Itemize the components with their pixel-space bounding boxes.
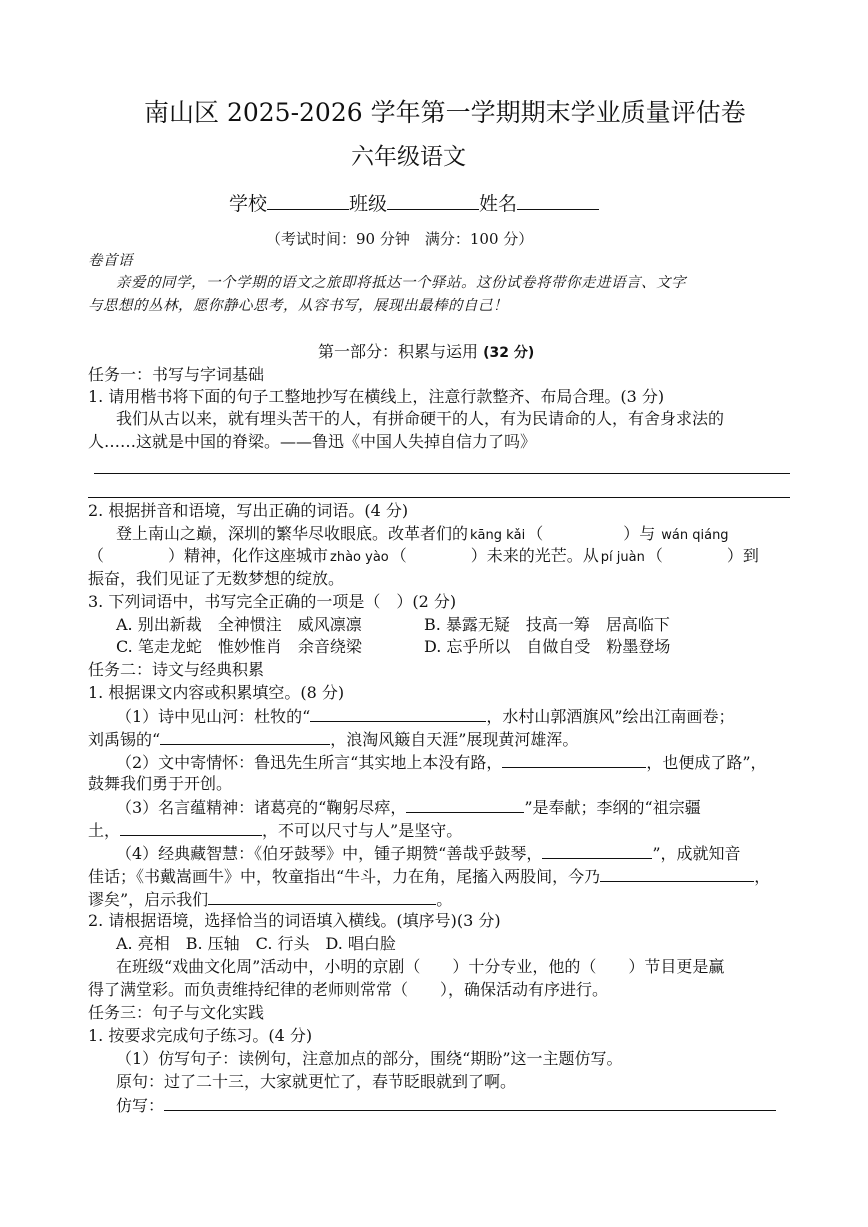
- exam-subtitle: 六年级语文: [351, 144, 466, 170]
- task2-q1-s4-line-1: [116, 842, 741, 865]
- task2-q1-s1-line-1: [116, 705, 735, 728]
- s4-text-b: ”，成就知音: [652, 844, 741, 863]
- s3-blank-2[interactable]: [120, 819, 262, 836]
- exam-info: （考试时间：90 分钟 满分：100 分）: [266, 230, 534, 248]
- task2-q1-s2-line-1: [116, 751, 767, 774]
- s1-text-d: ，浪淘风簸自天涯”展现黄河雄浑。: [330, 730, 579, 749]
- exam-title: 南山区 2025-2026 学年第一学期期末学业质量评估卷: [144, 98, 746, 127]
- task2-q1-s4-line-2: [88, 865, 770, 888]
- task1-q2-line-1: [116, 523, 729, 547]
- task1-q3-prompt: 3. 下列词语中，书写完全正确的一项是（ ）(2 分): [88, 592, 457, 611]
- preface-heading: 卷首语: [88, 253, 133, 269]
- s3-blank-1[interactable]: [406, 796, 524, 813]
- s2-text-a: （2）文中寄情怀：鲁迅先生所言“其实地上本没有路，: [116, 753, 503, 772]
- pinyin-zhaoyao: zhào yào: [330, 550, 389, 565]
- task1-q1-text-1: 我们从古以来，就有埋头苦干的人，有拼命硬干的人，有为民请命的人，有舍身求法的: [116, 409, 725, 428]
- s4-text-d: ，: [754, 867, 771, 886]
- task2-q1-s3-line-1: [116, 796, 701, 819]
- task1-q1-prompt: 1. 请用楷书将下面的句子工整地抄写在横线上，注意行款整齐、布局合理。(3 分): [88, 387, 665, 406]
- q3-option-c[interactable]: C. 笔走龙蛇 惟妙惟肖 余音绕梁: [116, 637, 362, 656]
- s1-text-c: 刘禹锡的“: [88, 730, 161, 749]
- s2-blank[interactable]: [502, 751, 646, 768]
- s1-text-b: ，水村山郭酒旗风”绘出江南画卷；: [486, 707, 735, 726]
- task2-q1-s4-line-3: [88, 888, 452, 911]
- task1-q2-line-3: 振奋，我们见证了无数梦想的绽放。: [88, 569, 345, 588]
- part1-title-text: 第一部分：积累与运用: [318, 342, 479, 361]
- preface-line-1: 亲爱的同学，一个学期的语文之旅即将抵达一个驿站。这份试卷将带你走进语言、文字: [116, 275, 686, 291]
- task3-q1-imitate: [116, 1094, 776, 1117]
- q2-blank-zhaoyao[interactable]: （ ）未来的光芒。从: [390, 546, 599, 565]
- school-blank[interactable]: [267, 193, 349, 210]
- task2-q2-prompt: 2. 请根据语境，选择恰当的词语填入横线。(填序号)(3 分): [88, 911, 501, 930]
- task3-title: 任务三：句子与文化实践: [88, 1003, 265, 1022]
- part1-score: (32 分): [483, 345, 535, 361]
- s4-blank-3[interactable]: [208, 888, 436, 905]
- task2-q2-passage-1[interactable]: 在班级“戏曲文化周”活动中，小明的京剧（ ）十分专业，他的（ ）节目更是赢: [116, 957, 725, 976]
- task1-q2-prompt: 2. 根据拼音和语境，写出正确的词语。(4 分): [88, 501, 409, 520]
- s4-text-a: （4）经典藏智慧：《伯牙鼓琴》中，锺子期赞“善哉乎鼓琴，: [116, 844, 543, 863]
- task3-q1-original: 原句：过了二十三，大家就更忙了，春节眨眼就到了啊。: [116, 1072, 517, 1091]
- class-label: 班级: [349, 193, 388, 215]
- task2-q2-passage-2[interactable]: 得了满堂彩。而负责维持纪律的老师则常常（ ），确保活动有序进行。: [88, 980, 609, 999]
- s4-text-f: 。: [436, 890, 453, 909]
- task2-q2-options: A. 亮相 B. 压轴 C. 行头 D. 唱白脸: [116, 934, 396, 953]
- q2-blank-kangkai[interactable]: （ ）与: [527, 524, 656, 543]
- s1-text-a: （1）诗中见山河：杜牧的“: [116, 707, 311, 726]
- s3-text-c: 土，: [88, 821, 121, 840]
- s3-text-d: ，不可以尺寸与人”是坚守。: [262, 821, 463, 840]
- s1-blank-2[interactable]: [160, 728, 330, 745]
- task1-title: 任务一：书写与字词基础: [88, 365, 265, 384]
- s4-text-c: 佳话；《书戴嵩画牛》中，牧童指出“牛斗，力在角，尾搐入两股间，今乃: [88, 867, 601, 886]
- s4-blank-2[interactable]: [600, 865, 754, 882]
- name-blank[interactable]: [517, 193, 599, 210]
- imitate-label: 仿写：: [116, 1096, 165, 1115]
- imitate-blank[interactable]: [164, 1094, 776, 1111]
- part1-title: [318, 341, 534, 364]
- task2-title: 任务二：诗文与经典积累: [88, 660, 265, 679]
- name-label: 姓名: [479, 193, 518, 215]
- q3-option-b[interactable]: B. 暴露无疑 技高一筹 居高临下: [424, 615, 670, 634]
- student-info-row: [229, 193, 599, 215]
- copy-writing-line-1[interactable]: [94, 473, 790, 474]
- s3-text-a: （3）名言蕴精神：诸葛亮的“鞠躬尽瘁，: [116, 798, 407, 817]
- s1-blank-1[interactable]: [310, 705, 486, 722]
- s3-text-b: ”是奉献；李纲的“祖宗疆: [524, 798, 701, 817]
- s4-text-e: 谬矣”，启示我们: [88, 890, 209, 909]
- pinyin-wanqiang: wán qiáng: [661, 528, 729, 543]
- school-label: 学校: [229, 193, 268, 215]
- task3-q1-prompt: 1. 按要求完成句子练习。(4 分): [88, 1026, 313, 1045]
- q2-text-1a: 登上南山之巅，深圳的繁华尽收眼底。改革者们的: [116, 524, 469, 543]
- task1-q2-line-2: [88, 545, 759, 569]
- q3-option-d[interactable]: D. 忘乎所以 自做自受 粉墨登场: [424, 637, 671, 656]
- task2-q1-prompt: 1. 根据课文内容或积累填空。(8 分): [88, 683, 345, 702]
- q2-text-2a[interactable]: （ ）精神，化作这座城市: [88, 546, 329, 565]
- task3-q1-sub1: （1）仿写句子：读例句，注意加点的部分，围绕“期盼”这一主题仿写。: [116, 1049, 623, 1068]
- copy-writing-line-2[interactable]: [88, 497, 790, 498]
- s2-text-b: ，也便成了路”，: [646, 753, 767, 772]
- task1-q1-text-2: 人……这就是中国的脊梁。——鲁迅《中国人失掉自信力了吗》: [88, 432, 537, 451]
- task2-q1-s1-line-2: [88, 728, 578, 751]
- q2-blank-pijuan[interactable]: （ ）到: [646, 546, 759, 565]
- class-blank[interactable]: [387, 193, 479, 210]
- pinyin-pijuan: pí juàn: [600, 550, 645, 565]
- s4-blank-1[interactable]: [542, 842, 652, 859]
- q3-option-a[interactable]: A. 别出新裁 全神惯注 威风凛凛: [116, 615, 362, 634]
- task2-q1-s3-line-2: [88, 819, 462, 842]
- task2-q1-s2-line-2: 鼓舞我们勇于开创。: [88, 774, 233, 793]
- pinyin-kangkai: kāng kǎi: [470, 528, 526, 543]
- preface-line-2: 与思想的丛林，愿你静心思考，从容书写，展现出最棒的自己！: [88, 298, 508, 314]
